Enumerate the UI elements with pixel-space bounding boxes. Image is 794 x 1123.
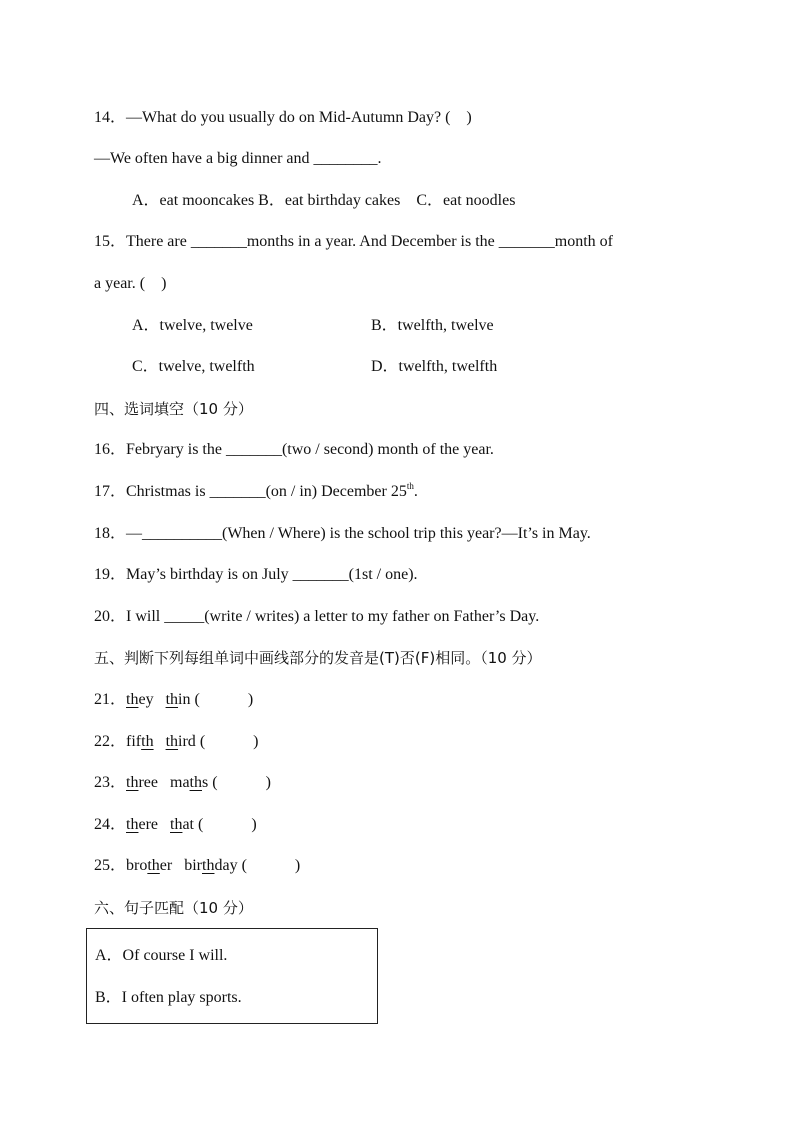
q17-text: 17．Christmas is _______(on / in) December 25 bbox=[94, 483, 407, 500]
q15-option-c: C．twelve, twelfth bbox=[132, 358, 255, 375]
q24-word2-rest: at bbox=[182, 816, 194, 833]
box-option-b: B．I often play sports. bbox=[95, 989, 242, 1006]
q21-answer-paren: ( ) bbox=[190, 691, 254, 708]
q23-word2-underlined: th bbox=[189, 774, 202, 791]
q24-word1-rest: ere bbox=[138, 816, 158, 833]
q22-number: 22． bbox=[94, 733, 127, 750]
q25-word1-start: bro bbox=[126, 857, 148, 874]
q21-word1-rest: ey bbox=[138, 691, 154, 708]
q16: 16．Febryary is the _______(two / second) month of the year. bbox=[94, 441, 494, 458]
q25-word2-start: bir bbox=[184, 857, 203, 874]
q15-stem-line2: a year. ( ) bbox=[94, 275, 167, 292]
q21-number: 21． bbox=[94, 691, 127, 708]
q14-stem: 14．—What do you usually do on Mid-Autumn Day? ( ) bbox=[94, 109, 472, 126]
q25-word1-rest: er bbox=[159, 857, 173, 874]
section6-title: 六、句子匹配（10 分） bbox=[94, 899, 253, 917]
q14-answer-line: —We often have a big dinner and ________. bbox=[94, 150, 382, 167]
q15-stem-line1: 15．There are _______months in a year. And December is the _______month of bbox=[94, 233, 613, 250]
q23-word1-rest: ree bbox=[138, 774, 158, 791]
q17 bbox=[94, 482, 418, 502]
q25-word1-underlined: th bbox=[147, 857, 160, 874]
section4-title: 四、选词填空（10 分） bbox=[94, 400, 253, 418]
q15-option-b: B．twelfth, twelve bbox=[371, 317, 494, 334]
q21-word2-rest: in bbox=[178, 691, 191, 708]
options-box bbox=[86, 928, 378, 1024]
q24-number: 24． bbox=[94, 816, 127, 833]
q23-word1-underlined: th bbox=[126, 774, 139, 791]
q24 bbox=[94, 815, 257, 835]
q25-word2-rest: day bbox=[214, 857, 238, 874]
q17-superscript: th bbox=[406, 481, 414, 491]
q17-period: . bbox=[413, 483, 418, 500]
q22-word1-start: fif bbox=[126, 733, 142, 750]
q23-word2-start: ma bbox=[170, 774, 190, 791]
q22-word1-underlined: th bbox=[141, 733, 154, 750]
q25-word2-underlined: th bbox=[202, 857, 215, 874]
q24-answer-paren: ( ) bbox=[194, 816, 257, 833]
q21-word2-underlined: th bbox=[165, 691, 179, 708]
box-option-a: A．Of course I will. bbox=[95, 947, 228, 964]
q25-answer-paren: ( ) bbox=[237, 857, 301, 874]
q23-word2-rest: s bbox=[202, 774, 209, 791]
q24-word1-underlined: th bbox=[126, 816, 139, 833]
q15-option-a: A．twelve, twelve bbox=[132, 317, 253, 334]
q20: 20．I will _____(write / writes) a letter to my father on Father’s Day. bbox=[94, 608, 540, 625]
q23-number: 23． bbox=[94, 774, 127, 791]
section5-title: 五、判断下列每组单词中画线部分的发音是(T)否(F)相同。（10 分） bbox=[94, 649, 542, 667]
q14-options: A．eat mooncakes B．eat birthday cakes C．eat noodles bbox=[132, 192, 516, 209]
q25-number: 25． bbox=[94, 857, 127, 874]
q23-answer-paren: ( ) bbox=[208, 774, 271, 791]
q22-word2-rest: ird bbox=[178, 733, 196, 750]
q19: 19．May’s birthday is on July _______(1st / one). bbox=[94, 566, 418, 583]
q15-option-d: D．twelfth, twelfth bbox=[371, 358, 498, 375]
q22-answer-paren: ( ) bbox=[195, 733, 259, 750]
q18: 18．—__________(When / Where) is the school trip this year?—It’s in May. bbox=[94, 525, 591, 542]
q21 bbox=[94, 690, 253, 710]
q24-word2-underlined: th bbox=[170, 816, 183, 833]
q25 bbox=[94, 856, 300, 876]
q23 bbox=[94, 773, 271, 793]
q22 bbox=[94, 732, 258, 752]
q21-word1-underlined: th bbox=[126, 691, 139, 708]
q22-word2-underlined: th bbox=[165, 733, 179, 750]
